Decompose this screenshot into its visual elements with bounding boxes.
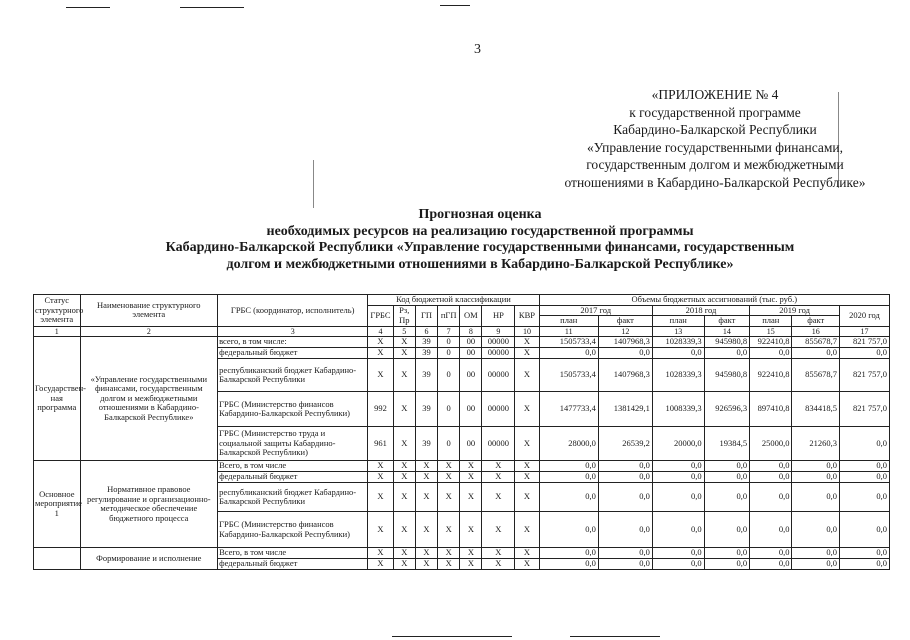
code-cell: 0 <box>438 337 460 348</box>
header-sub: план <box>652 316 704 327</box>
header-sub: план <box>539 316 598 327</box>
header-sub: факт <box>792 316 840 327</box>
code-cell: X <box>368 559 393 570</box>
column-number: 13 <box>652 326 704 337</box>
code-cell: 00000 <box>482 392 515 427</box>
column-number: 7 <box>438 326 460 337</box>
amount-cell: 855678,7 <box>792 359 840 392</box>
code-cell: X <box>368 483 393 512</box>
amount-cell: 0,0 <box>792 483 840 512</box>
code-cell: X <box>515 483 539 512</box>
document-title <box>100 207 860 273</box>
amount-cell: 0,0 <box>652 472 704 483</box>
code-cell: X <box>515 348 539 359</box>
column-number: 12 <box>598 326 652 337</box>
code-cell: X <box>368 548 393 559</box>
code-cell: X <box>438 461 460 472</box>
amount-cell: 0,0 <box>840 559 890 570</box>
code-cell: X <box>460 461 482 472</box>
code-cell: X <box>460 548 482 559</box>
amount-cell: 0,0 <box>704 483 749 512</box>
title-line: Кабардино-Балкарской Республики «Управление государственными финансами, государственным <box>165 240 795 255</box>
status-cell: Государствен-ная программа <box>34 337 81 461</box>
code-cell: 0 <box>438 392 460 427</box>
amount-cell: 19384,5 <box>704 427 749 461</box>
code-cell: X <box>482 483 515 512</box>
grbs-cell: федеральный бюджет <box>218 472 368 483</box>
code-cell: X <box>482 512 515 548</box>
amount-cell: 0,0 <box>750 461 792 472</box>
code-cell: X <box>393 348 415 359</box>
amount-cell: 1505733,4 <box>539 337 598 348</box>
column-number: 2 <box>80 326 218 337</box>
amount-cell: 897410,8 <box>750 392 792 427</box>
page-number: 3 <box>474 42 481 57</box>
code-cell: 00 <box>460 337 482 348</box>
amount-cell: 1407968,3 <box>598 359 652 392</box>
code-cell: X <box>515 392 539 427</box>
code-cell: X <box>515 559 539 570</box>
code-cell: X <box>515 548 539 559</box>
amount-cell: 0,0 <box>792 548 840 559</box>
code-cell: X <box>460 472 482 483</box>
amount-cell: 0,0 <box>792 472 840 483</box>
column-number: 5 <box>393 326 415 337</box>
appendix-line: государственным долгом и межбюджетными <box>586 157 844 172</box>
grbs-cell: Всего, в том числе <box>218 548 368 559</box>
amount-cell: 21260,3 <box>792 427 840 461</box>
header-grbs: ГРБС (координатор, исполнитель) <box>218 295 368 327</box>
amount-cell: 0,0 <box>539 559 598 570</box>
amount-cell: 0,0 <box>704 472 749 483</box>
code-cell: X <box>415 512 437 548</box>
code-cell: X <box>460 559 482 570</box>
amount-cell: 821 757,0 <box>840 392 890 427</box>
amount-cell: 0,0 <box>598 348 652 359</box>
amount-cell: 25000,0 <box>750 427 792 461</box>
amount-cell: 821 757,0 <box>840 359 890 392</box>
amount-cell: 0,0 <box>652 559 704 570</box>
code-cell: X <box>515 461 539 472</box>
code-cell: X <box>393 427 415 461</box>
amount-cell: 0,0 <box>539 512 598 548</box>
code-cell: 00 <box>460 359 482 392</box>
code-cell: X <box>393 559 415 570</box>
code-cell: X <box>515 512 539 548</box>
amount-cell: 0,0 <box>704 548 749 559</box>
appendix-line: «ПРИЛОЖЕНИЕ № 4 <box>651 87 779 102</box>
element-name-cell: «Управление государственными финансами, государственным долгом и межбюджетными отношениями в Кабардино-Балкарской Республике» <box>80 337 218 461</box>
amount-cell: 0,0 <box>840 348 890 359</box>
code-cell: 00 <box>460 348 482 359</box>
code-cell: X <box>515 359 539 392</box>
amount-cell: 0,0 <box>598 483 652 512</box>
amount-cell: 0,0 <box>598 512 652 548</box>
code-cell: X <box>368 348 393 359</box>
header-code: ГРБС <box>368 305 393 326</box>
appendix-line: «Управление государственными финансами, <box>587 139 843 155</box>
code-cell: X <box>415 461 437 472</box>
amount-cell: 20000,0 <box>652 427 704 461</box>
header-code: КВР <box>515 305 539 326</box>
amount-cell: 1028339,3 <box>652 337 704 348</box>
code-cell: 00000 <box>482 337 515 348</box>
amount-cell: 0,0 <box>750 548 792 559</box>
grbs-cell: республиканский бюджет Кабардино-Балкарской Республики <box>218 483 368 512</box>
amount-cell: 0,0 <box>792 461 840 472</box>
code-cell: 0 <box>438 427 460 461</box>
amount-cell: 0,0 <box>840 461 890 472</box>
code-cell: X <box>460 483 482 512</box>
grbs-cell: Всего, в том числе <box>218 461 368 472</box>
appendix-header <box>520 86 910 191</box>
column-number: 17 <box>840 326 890 337</box>
amount-cell: 821 757,0 <box>840 337 890 348</box>
header-code: НР <box>482 305 515 326</box>
amount-cell: 1505733,4 <box>539 359 598 392</box>
amount-cell: 1008339,3 <box>652 392 704 427</box>
code-cell: X <box>415 472 437 483</box>
code-cell: 00 <box>460 427 482 461</box>
amount-cell: 0,0 <box>840 512 890 548</box>
code-cell: X <box>393 337 415 348</box>
amount-cell: 0,0 <box>792 512 840 548</box>
code-cell: 992 <box>368 392 393 427</box>
header-volume-group: Объемы бюджетных ассигнований (тыс. руб.) <box>539 295 889 306</box>
status-cell <box>34 548 81 570</box>
code-cell: 39 <box>415 348 437 359</box>
amount-cell: 0,0 <box>750 483 792 512</box>
header-sub: план <box>750 316 792 327</box>
column-number: 6 <box>415 326 437 337</box>
amount-cell: 1407968,3 <box>598 337 652 348</box>
amount-cell: 1477733,4 <box>539 392 598 427</box>
grbs-cell: ГРБС (Министерство финансов Кабардино-Балкарской Республики) <box>218 512 368 548</box>
column-number: 16 <box>792 326 840 337</box>
amount-cell: 0,0 <box>539 461 598 472</box>
amount-cell: 945980,8 <box>704 359 749 392</box>
header-sub: факт <box>598 316 652 327</box>
amount-cell: 0,0 <box>750 512 792 548</box>
header-code: Рз, Пр <box>393 305 415 326</box>
code-cell: X <box>393 359 415 392</box>
code-cell: X <box>438 512 460 548</box>
code-cell: X <box>482 548 515 559</box>
amount-cell: 855678,7 <box>792 337 840 348</box>
amount-cell: 0,0 <box>598 548 652 559</box>
amount-cell: 1028339,3 <box>652 359 704 392</box>
amount-cell: 0,0 <box>704 461 749 472</box>
amount-cell: 0,0 <box>840 483 890 512</box>
amount-cell: 0,0 <box>598 472 652 483</box>
column-number: 11 <box>539 326 598 337</box>
code-cell: 39 <box>415 392 437 427</box>
header-code-group: Код бюджетной классификации <box>368 295 539 306</box>
code-cell: 39 <box>415 359 437 392</box>
code-cell: X <box>415 483 437 512</box>
title-line: Прогнозная оценка <box>418 207 542 222</box>
grbs-cell: республиканский бюджет Кабардино-Балкарской Республики <box>218 359 368 392</box>
header-code: ГП <box>415 305 437 326</box>
title-line: долгом и межбюджетными отношениями в Кабардино-Балкарской Республике» <box>226 256 734 272</box>
header-status: Статус структурного элемента <box>35 295 84 324</box>
amount-cell: 0,0 <box>598 461 652 472</box>
amount-cell: 0,0 <box>792 348 840 359</box>
code-cell: X <box>393 548 415 559</box>
code-cell: X <box>482 461 515 472</box>
amount-cell: 0,0 <box>652 483 704 512</box>
amount-cell: 0,0 <box>792 559 840 570</box>
column-number: 10 <box>515 326 539 337</box>
table-row <box>34 461 890 472</box>
code-cell: X <box>515 427 539 461</box>
grbs-cell: всего, в том числе: <box>218 337 368 348</box>
code-cell: X <box>415 548 437 559</box>
code-cell: 00 <box>460 392 482 427</box>
status-cell: Основное мероприятие 1 <box>34 461 81 548</box>
amount-cell: 1381429,1 <box>598 392 652 427</box>
code-cell: 00000 <box>482 359 515 392</box>
code-cell: X <box>393 392 415 427</box>
code-cell: 0 <box>438 359 460 392</box>
header-code: пГП <box>438 305 460 326</box>
code-cell: X <box>393 472 415 483</box>
code-cell: X <box>393 461 415 472</box>
amount-cell: 0,0 <box>539 483 598 512</box>
amount-cell: 0,0 <box>750 348 792 359</box>
column-number: 1 <box>34 326 81 337</box>
code-cell: X <box>482 559 515 570</box>
grbs-cell: ГРБС (Министерство труда и социальной защиты Кабардино-Балкарской Республики) <box>218 427 368 461</box>
amount-cell: 0,0 <box>750 472 792 483</box>
amount-cell: 0,0 <box>652 461 704 472</box>
code-cell: X <box>415 559 437 570</box>
code-cell: 00000 <box>482 427 515 461</box>
grbs-cell: федеральный бюджет <box>218 559 368 570</box>
amount-cell: 26539,2 <box>598 427 652 461</box>
code-cell: X <box>438 548 460 559</box>
amount-cell: 926596,3 <box>704 392 749 427</box>
header-year: 2020 год <box>840 305 890 326</box>
element-name-cell: Формирование и исполнение <box>80 548 218 570</box>
amount-cell: 0,0 <box>652 512 704 548</box>
amount-cell: 0,0 <box>840 472 890 483</box>
amount-cell: 922410,8 <box>750 337 792 348</box>
amount-cell: 922410,8 <box>750 359 792 392</box>
column-number: 8 <box>460 326 482 337</box>
code-cell: X <box>368 337 393 348</box>
code-cell: 39 <box>415 427 437 461</box>
code-cell: X <box>438 559 460 570</box>
grbs-cell: ГРБС (Министерство финансов Кабардино-Балкарской Республики) <box>218 392 368 427</box>
header-code: ОМ <box>460 305 482 326</box>
column-number: 4 <box>368 326 393 337</box>
header-year: 2017 год <box>539 305 652 316</box>
table-row <box>34 548 890 559</box>
code-cell: 961 <box>368 427 393 461</box>
code-cell: X <box>393 512 415 548</box>
appendix-line: Кабардино-Балкарской Республики <box>613 122 817 137</box>
grbs-cell: федеральный бюджет <box>218 348 368 359</box>
header-year: 2019 год <box>750 305 840 316</box>
amount-cell: 0,0 <box>539 348 598 359</box>
element-name-cell: Нормативное правовое регулирование и организационно-методическое обеспечение бюджетного процесса <box>80 461 218 548</box>
code-cell: X <box>438 472 460 483</box>
code-cell: 0 <box>438 348 460 359</box>
code-cell: X <box>460 512 482 548</box>
amount-cell: 0,0 <box>539 548 598 559</box>
amount-cell: 0,0 <box>704 512 749 548</box>
budget-table <box>33 294 890 570</box>
code-cell: X <box>368 512 393 548</box>
code-cell: 00000 <box>482 348 515 359</box>
amount-cell: 0,0 <box>539 472 598 483</box>
code-cell: 39 <box>415 337 437 348</box>
header-year: 2018 год <box>652 305 749 316</box>
header-name: Наименование структурного элемента <box>80 295 218 327</box>
code-cell: X <box>368 359 393 392</box>
appendix-line: отношениями в Кабардино-Балкарской Республике» <box>564 174 866 190</box>
code-cell: X <box>482 472 515 483</box>
amount-cell: 0,0 <box>750 559 792 570</box>
code-cell: X <box>368 472 393 483</box>
code-cell: X <box>515 472 539 483</box>
column-number: 3 <box>218 326 368 337</box>
amount-cell: 0,0 <box>840 548 890 559</box>
title-line: необходимых ресурсов на реализацию государственной программы <box>266 223 694 239</box>
code-cell: X <box>438 483 460 512</box>
amount-cell: 834418,5 <box>792 392 840 427</box>
appendix-line: к государственной программе <box>629 104 801 120</box>
amount-cell: 28000,0 <box>539 427 598 461</box>
amount-cell: 0,0 <box>652 348 704 359</box>
header-sub: факт <box>704 316 749 327</box>
amount-cell: 945980,8 <box>704 337 749 348</box>
amount-cell: 0,0 <box>704 559 749 570</box>
amount-cell: 0,0 <box>652 548 704 559</box>
column-number: 14 <box>704 326 749 337</box>
amount-cell: 0,0 <box>840 427 890 461</box>
amount-cell: 0,0 <box>704 348 749 359</box>
code-cell: X <box>393 483 415 512</box>
table-row <box>34 337 890 348</box>
column-number: 9 <box>482 326 515 337</box>
code-cell: X <box>368 461 393 472</box>
code-cell: X <box>515 337 539 348</box>
column-number: 15 <box>750 326 792 337</box>
amount-cell: 0,0 <box>598 559 652 570</box>
